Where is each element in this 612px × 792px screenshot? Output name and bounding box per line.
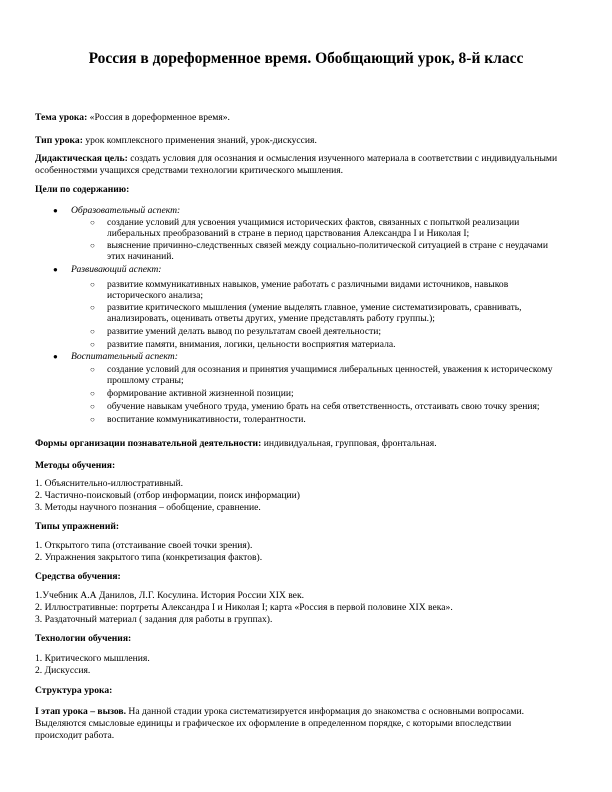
aspect-item-cont: прошлому страны; [107, 375, 184, 386]
type-label: Тип урока: [35, 135, 83, 146]
exercises-heading: Типы упражнений: [35, 521, 120, 532]
stage1-label: I этап урока – вызов. [35, 706, 127, 717]
aspect-item: создание условий для усвоения учащимися исторических фактов, связанных с попыткой реализации [107, 217, 520, 228]
stage1-cont: происходит работа. [35, 730, 115, 741]
stage1-value: На данной стадии урока систематизируется информация до знакомства с основными вопросами. [126, 706, 524, 717]
aspect-name: Образовательный аспект: [71, 205, 181, 216]
forms-label: Формы организации познавательной деятельности: [35, 438, 262, 449]
structure-heading: Структура урока: [35, 685, 113, 696]
means-item: 1.Учебник А.А Данилов, Л.Г. Косулина. История России XIX век. [35, 590, 305, 601]
didactic-line [35, 153, 557, 164]
circle-bullet: ○ [90, 365, 95, 374]
aspect-item: развитие памяти, внимания, логики, цельности восприятия материала. [107, 339, 396, 350]
aspect-item-cont: либеральных преобразований в стране в период царствования Александра I и Николая I; [107, 228, 470, 239]
circle-bullet: ○ [90, 340, 95, 349]
methods-item: 1. Объяснительно-иллюстративный. [35, 478, 184, 489]
aspect-item-cont: анализировать, оценивать ответы других, умение представлять работу группы.); [107, 313, 435, 324]
circle-bullet: ○ [90, 241, 95, 250]
topic-line [35, 112, 230, 123]
page-title: Россия в дореформенное время. Обобщающий урок, 8-й класс [88, 50, 524, 67]
aspect-item: воспитание коммуникативности, толерантности. [107, 414, 306, 425]
aspect-item: обучение навыкам учебного труда, умению брать на себя ответственность, отстаивать свою точку зрения; [107, 401, 540, 412]
didactic-label: Дидактическая цель: [35, 153, 128, 164]
disc-bullet: ● [53, 206, 58, 215]
type-line [35, 135, 317, 146]
aspect-name: Развивающий аспект: [71, 264, 162, 275]
didactic-value: создать условия для осознания и осмысления изученного материала в соответствии с индивидуальными [127, 153, 558, 164]
means-heading: Средства обучения: [35, 571, 121, 582]
circle-bullet: ○ [90, 327, 95, 336]
circle-bullet: ○ [90, 303, 95, 312]
means-item: 3. Раздаточный материал ( задания для работы в группах). [35, 614, 273, 625]
topic-value: «Россия в дореформенное время». [87, 112, 230, 123]
stage1-cont: Выделяются смысловые единицы и графическое их оформление в определенном порядке, с которыми впоследствии [35, 718, 512, 729]
exercises-item: 2. Упражнения закрытого типа (конкретизация фактов). [35, 552, 263, 563]
disc-bullet: ● [53, 352, 58, 361]
methods-item: 3. Методы научного познания – обобщение, сравнение. [35, 502, 261, 513]
aspect-name: Воспитательный аспект: [71, 351, 178, 362]
didactic-cont: особенностями учащихся средствами технологии критического мышления. [35, 165, 344, 176]
type-value: урок комплексного применения знаний, урок-дискуссия. [82, 135, 317, 146]
methods-item: 2. Частично-поисковый (отбор информации, поиск информации) [35, 490, 300, 501]
aspect-item: выяснение причинно-следственных связей между социально-политической ситуацией в стране с неудачами [107, 240, 549, 251]
tech-heading: Технологии обучения: [35, 633, 132, 644]
circle-bullet: ○ [90, 402, 95, 411]
aspect-item: создание условий для осознания и принятия учащимися либеральных ценностей, уважения к историческому [107, 364, 553, 375]
disc-bullet: ● [53, 265, 58, 274]
circle-bullet: ○ [90, 415, 95, 424]
aspect-item: формирование активной жизненной позиции; [107, 388, 294, 399]
circle-bullet: ○ [90, 280, 95, 289]
circle-bullet: ○ [90, 218, 95, 227]
tech-item: 2. Дискуссия. [35, 665, 91, 676]
goals-heading: Цели по содержанию: [35, 184, 130, 195]
aspect-item: развитие коммуникативных навыков, умение работать с различными видами источников, навыков [107, 279, 509, 290]
exercises-item: 1. Открытого типа (отстаивание своей точки зрения). [35, 540, 253, 551]
stage1-line [35, 706, 524, 717]
circle-bullet: ○ [90, 389, 95, 398]
aspect-item-cont: этих начинаний. [107, 251, 174, 262]
aspect-item: развитие умений делать вывод по результатам своей деятельности; [107, 326, 382, 337]
tech-item: 1. Критического мышления. [35, 653, 150, 664]
forms-value: индивидуальная, групповая, фронтальная. [261, 438, 437, 449]
forms-line [35, 438, 437, 449]
aspect-item: развитие критического мышления (умение выделять главное, умение систематизировать, сравнивать, [107, 302, 522, 313]
topic-label: Тема урока: [35, 112, 88, 123]
methods-heading: Методы обучения: [35, 460, 116, 471]
aspect-item-cont: исторического анализа; [107, 290, 203, 301]
means-item: 2. Иллюстративные: портреты Александра I и Николая I; карта «Россия в первой половине XIX века». [35, 602, 453, 613]
